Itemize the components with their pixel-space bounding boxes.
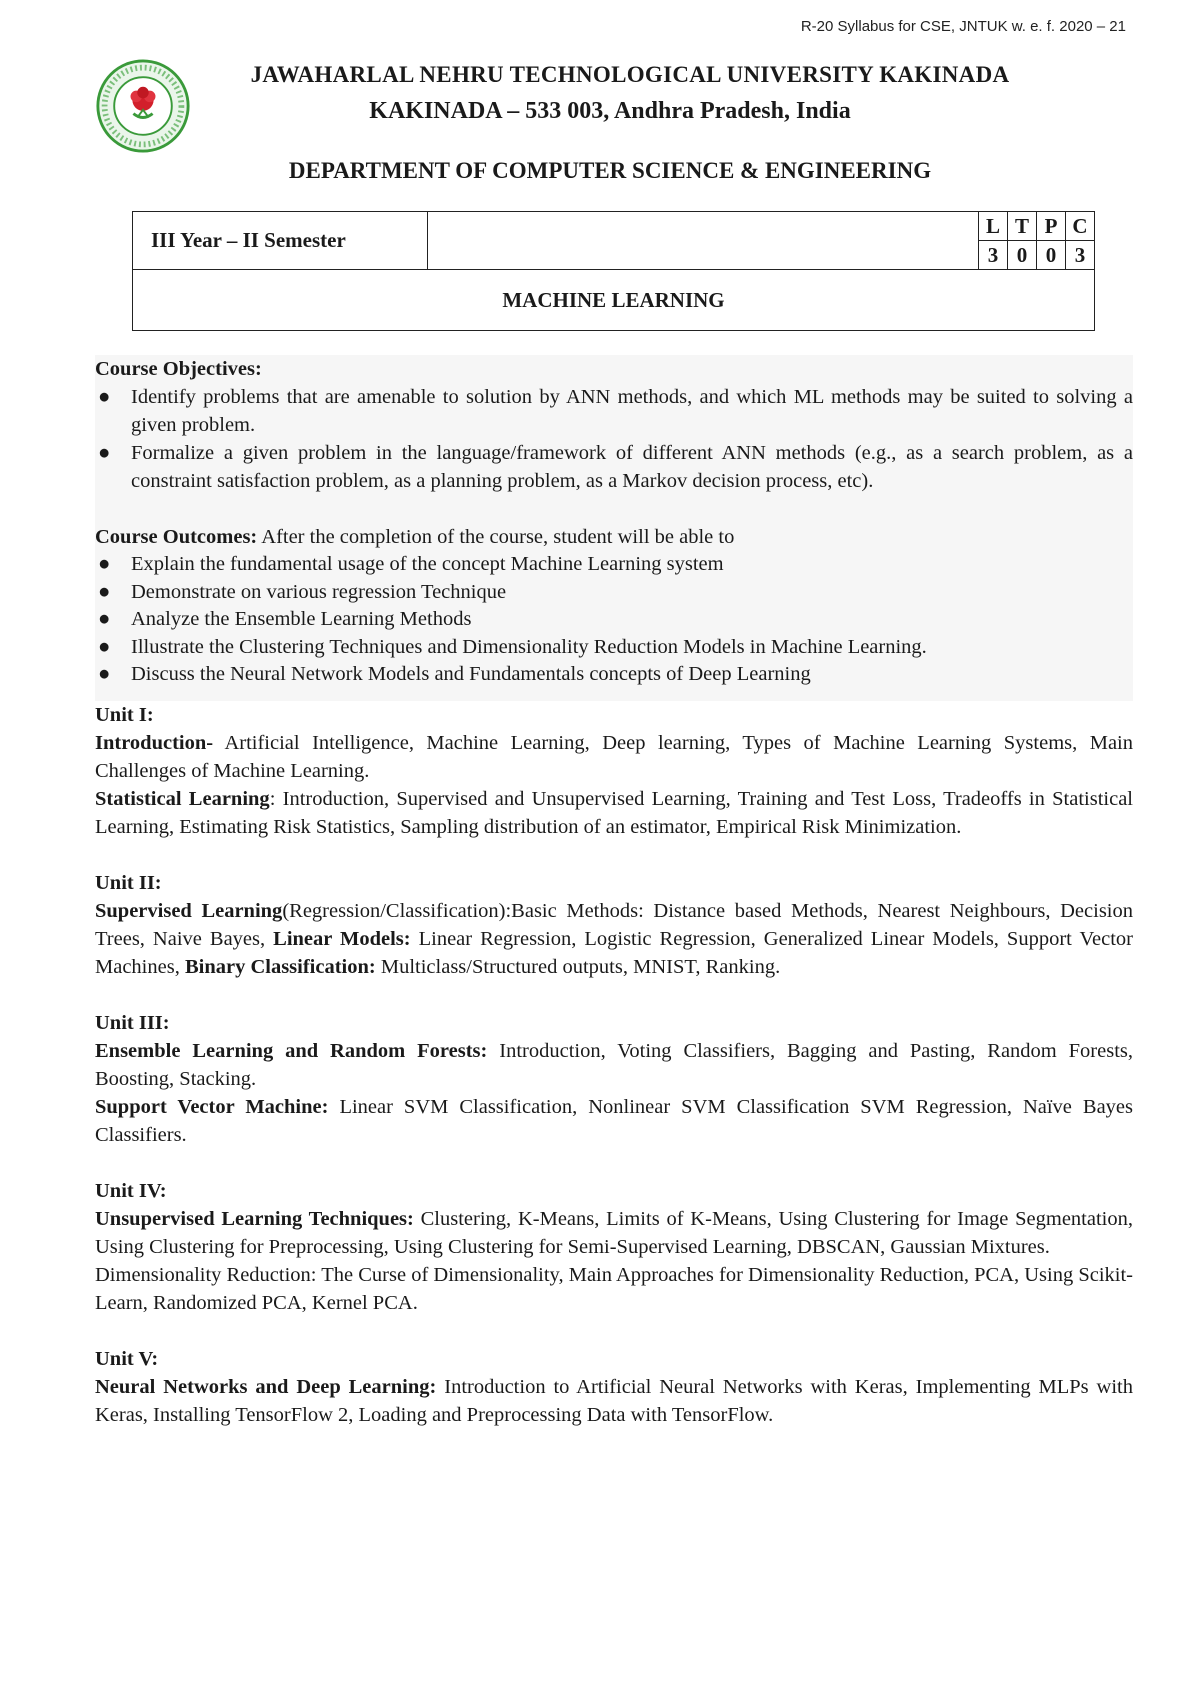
outcomes-intro: After the completion of the course, student will be able to xyxy=(257,526,735,548)
bullet-icon: ● xyxy=(98,663,111,685)
unit-heading: Unit III: xyxy=(95,1011,170,1034)
unit-heading: Unit II: xyxy=(95,871,162,894)
bullet-icon: ● xyxy=(98,608,111,630)
bullet-icon: ● xyxy=(98,635,111,658)
bullet-icon: ● xyxy=(98,442,111,464)
ltpc-header-l: L xyxy=(979,212,1008,241)
syllabus-content xyxy=(95,355,1133,1429)
objectives-section xyxy=(95,355,1133,701)
ltpc-header-c: C xyxy=(1066,212,1095,241)
outcomes-heading-line xyxy=(95,523,1133,551)
outcome-item: ● Demonstrate on various regression Technique xyxy=(95,579,1133,607)
objective-item: ● Formalize a given problem in the language/framework of different ANN methods (e.g., as a search problem, as a constraint satisfaction problem, as a planning problem, as a Markov decision process, etc). xyxy=(95,439,1133,495)
unit-1: Unit I: Introduction- Artificial Intelligence, Machine Learning, Deep learning, Types of Machine Learning Systems, Main Challenges of Machine Learning. Statistical Learning: Introduction, Supervised and Unsupervised Learning, Training and Test Loss, Tradeoffs in Statistical Learning, Estimating Risk Statistics, Sampling distribution of an estimator, Empirical Risk Minimization. xyxy=(95,701,1133,841)
semester-cell: III Year – II Semester xyxy=(133,212,428,270)
department-title: DEPARTMENT OF COMPUTER SCIENCE & ENGINEERING xyxy=(288,158,932,183)
outcome-item: ● Analyze the Ensemble Learning Methods xyxy=(95,606,1133,634)
ltpc-value-l: 3 xyxy=(979,241,1008,270)
unit-3: Unit III: Ensemble Learning and Random Forests: Introduction, Voting Classifiers, Bagging and Pasting, Random Forests, Boosting, Stacking. Support Vector Machine: Linear SVM Classification, Nonlinear SVM Classification SVM Regression, Naïve Bayes Classifiers. xyxy=(95,1009,1133,1149)
university-address: KAKINADA – 533 003, Andhra Pradesh, India xyxy=(369,98,851,124)
blank-cell xyxy=(428,212,979,270)
bullet-icon: ● xyxy=(98,553,111,575)
ltpc-header-p: P xyxy=(1037,212,1066,241)
ltpc-value-t: 0 xyxy=(1008,241,1037,270)
ltpc-value-c: 3 xyxy=(1066,241,1095,270)
unit-heading: Unit V: xyxy=(95,1347,159,1370)
outcomes-heading: Course Outcomes: xyxy=(95,526,258,548)
unit-heading: Unit I: xyxy=(95,703,154,726)
bullet-icon: ● xyxy=(98,386,111,408)
page-header-syllabus-ref: R-20 Syllabus for CSE, JNTUK w. e. f. 2020 – 21 xyxy=(800,18,1126,35)
outcome-item: ● Illustrate the Clustering Techniques and Dimensionality Reduction Models in Machine Learning. xyxy=(95,634,1133,662)
outcome-item: ● Discuss the Neural Network Models and Fundamentals concepts of Deep Learning xyxy=(95,661,1133,689)
university-name: JAWAHARLAL NEHRU TECHNOLOGICAL UNIVERSITY KAKINADA xyxy=(250,62,1010,87)
unit-4: Unit IV: Unsupervised Learning Techniques: Clustering, K-Means, Limits of K-Means, Using Clustering for Image Segmentation, Using Clustering for Preprocessing, Using Clustering for Semi-Supervised Learning, DBSCAN, Gaussian Mixtures. Dimensionality Reduction: The Curse of Dimensionality, Main Approaches for Dimensionality Reduction, PCA, Using Scikit-Learn, Randomized PCA, Kernel PCA. xyxy=(95,1177,1133,1317)
unit-2: Unit II: Supervised Learning(Regression/Classification):Basic Methods: Distance based Methods, Nearest Neighbours, Decision Trees, Naive Bayes, Linear Models: Linear Regression, Logistic Regression, Generalized Linear Models, Support Vector Machines, Binary Classification: Multiclass/Structured outputs, MNIST, Ranking. xyxy=(95,869,1133,981)
unit-heading: Unit IV: xyxy=(95,1179,167,1202)
objective-item: ● Identify problems that are amenable to solution by ANN methods, and which ML methods may be suited to solving a given problem. xyxy=(95,383,1133,439)
ltpc-header-t: T xyxy=(1008,212,1037,241)
bullet-icon: ● xyxy=(98,580,111,603)
objectives-heading: Course Objectives: xyxy=(95,358,262,380)
course-title: MACHINE LEARNING xyxy=(133,270,1095,331)
ltpc-value-p: 0 xyxy=(1037,241,1066,270)
unit-5: Unit V: Neural Networks and Deep Learning: Introduction to Artificial Neural Networks with Keras, Implementing MLPs with Keras, Installing TensorFlow 2, Loading and Preprocessing Data with TensorFlow. xyxy=(95,1345,1133,1429)
outcome-item: ● Explain the fundamental usage of the concept Machine Learning system xyxy=(95,551,1133,579)
course-info-table xyxy=(132,211,1095,331)
